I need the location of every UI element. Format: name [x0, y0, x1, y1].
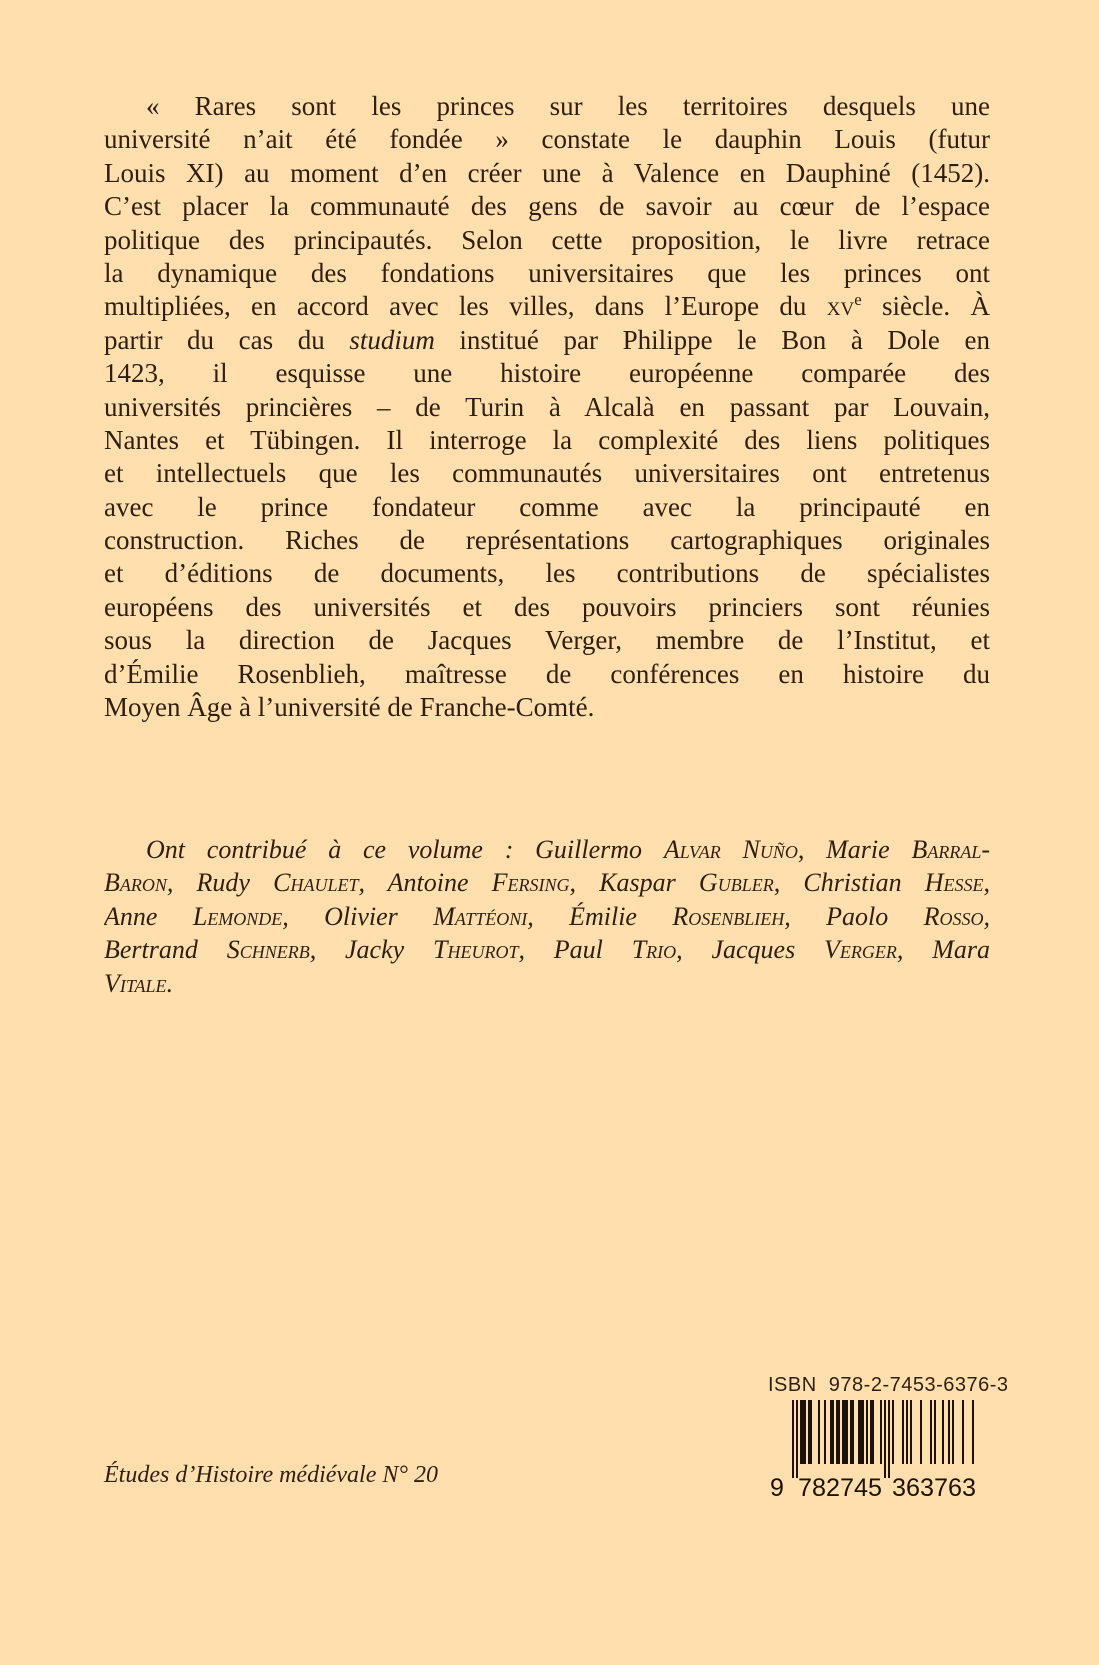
isbn-label: ISBN 978-2-7453-6376-3: [768, 1374, 1009, 1396]
isbn-block: [768, 1374, 1009, 1498]
text-line: sous la direction de Jacques Verger, membre de l’Institut, et: [104, 625, 990, 656]
series-title: Études d’Histoire médiévale N° 20: [104, 1462, 438, 1488]
barcode-digits: [770, 1474, 976, 1498]
text-line: Louis XI) au moment d’en créer une à Valence en Dauphiné (1452).: [104, 157, 990, 188]
svg-text:363763: 363763: [892, 1474, 976, 1498]
text-line: Ont contribué à ce volume : Guillermo Alvar Nuño, Marie Barral-: [146, 835, 990, 864]
svg-text:9: 9: [770, 1474, 784, 1498]
text-line: la dynamique des fondations universitaires que les princes ont: [104, 257, 990, 288]
text-line: Moyen Âge à l’université de Franche-Comté.: [104, 692, 595, 723]
contributors-paragraph: [104, 833, 990, 1000]
text-line: Anne Lemonde, Olivier Mattéoni, Émilie Rosenblieh, Paolo Rosso,: [104, 901, 990, 931]
text-line: construction. Riches de représentations cartographiques originales: [104, 525, 990, 556]
text-line: avec le prince fondateur comme avec la principauté en: [104, 491, 990, 522]
text-line: université n’ait été fondée » constate le dauphin Louis (futur: [104, 124, 990, 155]
synopsis-paragraph: [104, 90, 990, 724]
text-line: C’est placer la communauté des gens de savoir au cœur de l’espace: [104, 191, 990, 222]
text-line: Bertrand Schnerb, Jacky Theurot, Paul Trio, Jacques Verger, Mara: [104, 935, 990, 965]
text-line: et d’éditions de documents, les contributions de spécialistes: [104, 558, 990, 589]
text-line: « Rares sont les princes sur les territoires desquels une: [146, 91, 990, 121]
text-line: partir du cas du studium institué par Philippe le Bon à Dole en: [104, 324, 990, 355]
text-line: et intellectuels que les communautés universitaires ont entretenus: [104, 458, 990, 489]
text-line: 1423, il esquisse une histoire européenne comparée des: [104, 358, 990, 389]
text-line: universités princières – de Turin à Alcalà en passant par Louvain,: [104, 391, 990, 422]
text-line: européens des universités et des pouvoirs princiers sont réunies: [104, 591, 990, 622]
text-line: politique des principautés. Selon cette proposition, le livre retrace: [104, 224, 990, 255]
text-line: Baron, Rudy Chaulet, Antoine Fersing, Kaspar Gubler, Christian Hesse,: [104, 868, 990, 898]
text-line: Vitale.: [104, 968, 174, 998]
text-line: Nantes et Tübingen. Il interroge la complexité des liens politiques: [104, 424, 990, 455]
svg-text:782745: 782745: [798, 1474, 882, 1498]
text-line: multipliées, en accord avec les villes, dans l’Europe du $xv^e$ siècle. À: [104, 290, 990, 322]
ean13-barcode-icon: [768, 1400, 992, 1498]
text-line: d’Émilie Rosenblieh, maîtresse de conférences en histoire du: [104, 658, 990, 689]
